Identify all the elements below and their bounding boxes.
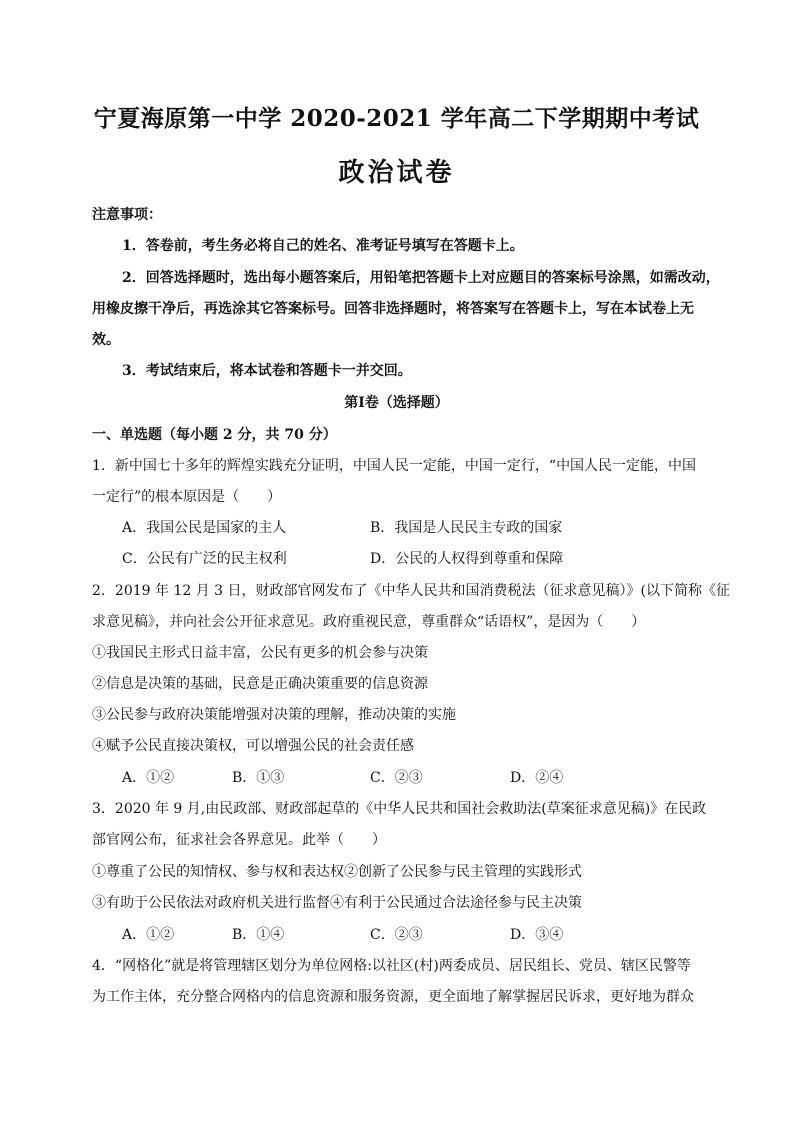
q2-statement-2: ②信息是决策的基础，民意是正确决策重要的信息资源	[92, 676, 428, 692]
notice-item-2-line-2: 用橡皮擦干净后，再选涂其它答案标号。回答非选择题时，将答案写在答题卡上，写在本试卷上无	[92, 301, 694, 317]
q1-option-b: B．我国是人民民主专政的国家	[370, 520, 563, 536]
q3-stem-line-2: 部官网公布，征求社会各界意见。此举（ ）	[92, 832, 386, 848]
q1-stem-line-2: 一定行”的根本原因是（ ）	[92, 489, 282, 505]
q4-stem-line-2: 为工作主体，充分整合网格内的信息资源和服务资源，更全面地了解掌握居民诉求，更好地为群众	[92, 989, 694, 1005]
q1-option-a: A．我国公民是国家的主人	[122, 520, 287, 536]
q2-option-b: B．①③	[232, 770, 285, 786]
q3-stem-line-1: 3．2020 年 9 月,由民政部、财政部起草的《中华人民共和国社会救助法(草案征求意见稿)》在民政	[92, 801, 707, 817]
q2-statement-4: ④赋予公民直接决策权，可以增强公民的社会责任感	[92, 738, 414, 754]
q3-option-d: D．③④	[510, 927, 564, 943]
q2-stem-line-2: 求意见稿》，并向社会公开征求意见。政府重视民意，尊重群众“话语权”，是因为（ ）	[92, 614, 646, 630]
section-heading: 一、单选题（每小题 2 分，共 70 分）	[92, 427, 337, 443]
q2-statement-1: ①我国民主形式日益丰富，公民有更多的机会参与决策	[92, 645, 428, 661]
q3-option-b: B．①④	[232, 927, 285, 943]
exam-title: 宁夏海原第一中学 2020-2021 学年高二下学期期中考试	[93, 105, 700, 132]
q3-option-a: A．①②	[122, 927, 175, 943]
q2-option-a: A．①②	[122, 770, 175, 786]
q2-option-d: D．②④	[510, 770, 564, 786]
notice-item-2-line-1: 2．回答选择题时，选出每小题答案后，用铅笔把答题卡上对应题目的答案标号涂黑，如需改动，	[122, 270, 720, 286]
q2-stem-line-1: 2．2019 年 12 月 3 日，财政部官网发布了《中华人民共和国消费税法（征求意见稿）》(以下简称《征	[92, 583, 730, 599]
q3-statements-3-4: ③有助于公民依法对政府机关进行监督④有利于公民通过合法途径参与民主决策	[92, 895, 582, 911]
q2-statement-3: ③公民参与政府决策能增强对决策的理解，推动决策的实施	[92, 707, 456, 723]
q3-option-c: C．②③	[370, 927, 423, 943]
q1-option-d: D．公民的人权得到尊重和保障	[370, 551, 564, 567]
notice-item-2-line-3: 效。	[92, 332, 120, 348]
q2-option-c: C．②③	[370, 770, 423, 786]
notice-heading: 注意事项：	[92, 207, 162, 223]
q1-option-c: C．公民有广泛的民主权利	[122, 551, 287, 567]
q1-stem-line-1: 1．新中国七十多年的辉煌实践充分证明，中国人民一定能，中国一定行，“中国人民一定能，中国	[92, 458, 697, 474]
q4-stem-line-1: 4．“网格化”就是将管理辖区划分为单位网格:以社区(村)两委成员、居民组长、党员、辖区民警等	[92, 958, 691, 974]
part-title: 第Ⅰ卷（选择题）	[344, 395, 449, 411]
notice-item-1: 1．答卷前，考生务必将自己的姓名、准考证号填写在答题卡上。	[122, 238, 524, 254]
exam-subtitle: 政治试卷	[338, 158, 455, 188]
notice-item-3: 3．考试结束后，将本试卷和答题卡一并交回。	[122, 363, 412, 379]
q3-statements-1-2: ①尊重了公民的知情权、参与权和表达权②创新了公民参与民主管理的实践形式	[92, 864, 582, 880]
